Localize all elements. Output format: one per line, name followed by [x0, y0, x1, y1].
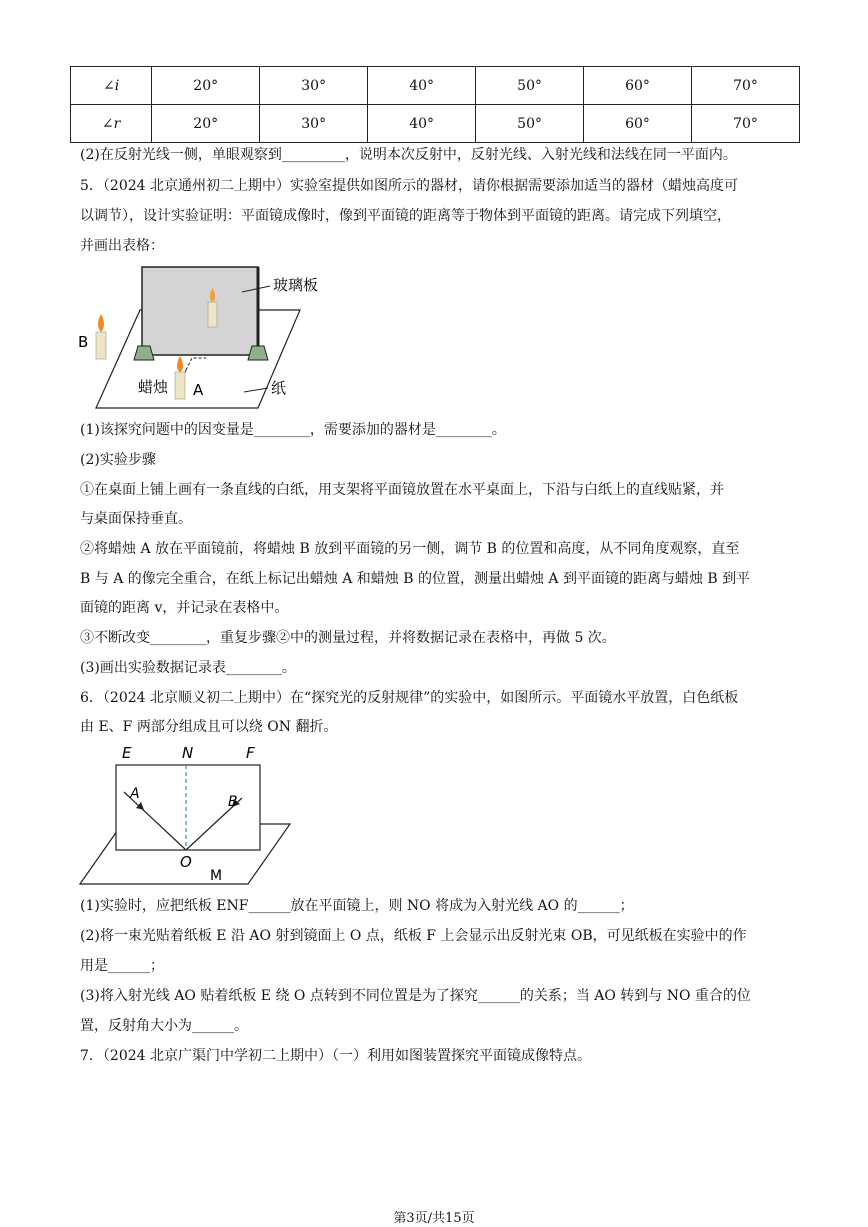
q5-step3: ③不断改变________，重复步骤②中的测量过程，并将数据记录在表格中，再做 5 次。: [80, 630, 616, 646]
label-a: A: [130, 786, 140, 802]
label-a: A: [193, 381, 204, 399]
paper-label: 纸: [271, 379, 287, 397]
paper-leader: [244, 388, 268, 392]
q5-step2-line1: ②将蜡烛 A 放在平面镜前，将蜡烛 B 放到平面镜的另一侧，调节 B 的位置和高度，从不同角度观察，直至: [80, 541, 740, 557]
candle-a: [175, 372, 185, 399]
left-stand: [134, 346, 154, 360]
q5-step1-line2: 与桌面保持垂直。: [80, 511, 192, 527]
q6-stem-line2: 由 E、F 两部分组成且可以绕 ON 翻折。: [80, 719, 338, 735]
q6-part3-line1: (3)将入射光线 AO 贴着纸板 E 绕 O 点转到不同位置是为了探究______的关系；当 AO 转到与 NO 重合的位: [80, 988, 751, 1004]
table-cell: 50°: [476, 105, 584, 143]
table-cell: 30°: [260, 67, 368, 105]
label-e: E: [122, 744, 132, 762]
glass-label: 玻璃板: [273, 276, 319, 294]
table-header-cell: ∠r: [71, 105, 152, 143]
q6-part1: (1)实验时，应把纸板 ENF______放在平面镜上，则 NO 将成为入射光线 AO 的______；: [80, 898, 634, 914]
candle-b-flame: [98, 314, 104, 332]
table-cell: 20°: [152, 105, 260, 143]
table-cell: 70°: [692, 105, 800, 143]
candle-b: [96, 332, 106, 359]
label-o: O: [180, 853, 192, 871]
q5-stem-line3: 并画出表格：: [80, 238, 164, 254]
q5-part3: (3)画出实验数据记录表________。: [80, 660, 296, 676]
label-f: F: [246, 744, 255, 762]
table-row: [71, 105, 800, 143]
candle-a-flame: [177, 356, 183, 372]
q5-step2-line3: 面镜的距离 v，并记录在表格中。: [80, 600, 289, 616]
q4-part2: (2)在反射光线一侧，单眼观察到_________，说明本次反射中，反射光线、入射光线和法线在同一平面内。: [80, 147, 737, 163]
table-cell: 50°: [476, 67, 584, 105]
table-cell: 60°: [584, 67, 692, 105]
q6-stem-line1: 6．（2024 北京顺义初二上期中）在“探究光的反射规律”的实验中，如图所示。平面镜水平放置，白色纸板: [80, 690, 739, 706]
label-m: M: [210, 868, 223, 884]
angle-table: [70, 66, 800, 143]
table-cell: 70°: [692, 67, 800, 105]
glass-plate: [142, 267, 258, 355]
reflection-experiment-figure: [76, 740, 296, 886]
candle-label: 蜡烛: [138, 378, 169, 396]
q5-stem-line1: 5．（2024 北京通州初二上期中）实验室提供如图所示的器材，请你根据需要添加适当的器材（蜡烛高度可: [80, 178, 738, 194]
table-row: [71, 67, 800, 105]
q7-stem: 7．（2024 北京广渠门中学初二上期中）（一）利用如图装置探究平面镜成像特点。: [80, 1048, 591, 1064]
q5-stem-line2: 以调节），设计实验证明：平面镜成像时，像到平面镜的距离等于物体到平面镜的距离。请完成下列填空，: [80, 208, 731, 224]
mirror-experiment-figure: [74, 262, 334, 412]
table-cell: 60°: [584, 105, 692, 143]
q5-part1: (1)该探究问题中的因变量是________，需要添加的器材是________。: [80, 422, 506, 438]
table-cell: 40°: [368, 105, 476, 143]
q6-part3-line2: 置，反射角大小为______。: [80, 1018, 248, 1034]
table-header-cell: ∠i: [71, 67, 152, 105]
label-b: B: [228, 794, 238, 810]
q5-step1-line1: ①在桌面上铺上画有一条直线的白纸，用支架将平面镜放置在水平桌面上，下沿与白纸上的直线贴紧，并: [80, 482, 724, 498]
table-cell: 20°: [152, 67, 260, 105]
q6-part2-line1: (2)将一束光贴着纸板 E 沿 AO 射到镜面上 O 点，纸板 F 上会显示出反射光束 OB，可见纸板在实验中的作: [80, 928, 747, 944]
q6-part2-line2: 用是______；: [80, 958, 164, 974]
right-stand: [248, 346, 268, 360]
label-b: B: [78, 333, 89, 351]
table-cell: 30°: [260, 105, 368, 143]
page-footer: 第3页/共15页: [393, 1211, 475, 1226]
table-cell: 40°: [368, 67, 476, 105]
q5-part2: (2)实验步骤: [80, 452, 156, 468]
candle-image: [208, 302, 217, 327]
q5-step2-line2: B 与 A 的像完全重合，在纸上标记出蜡烛 A 和蜡烛 B 的位置，测量出蜡烛 A 到平面镜的距离与蜡烛 B 到平: [80, 571, 751, 587]
label-n: N: [182, 744, 194, 762]
